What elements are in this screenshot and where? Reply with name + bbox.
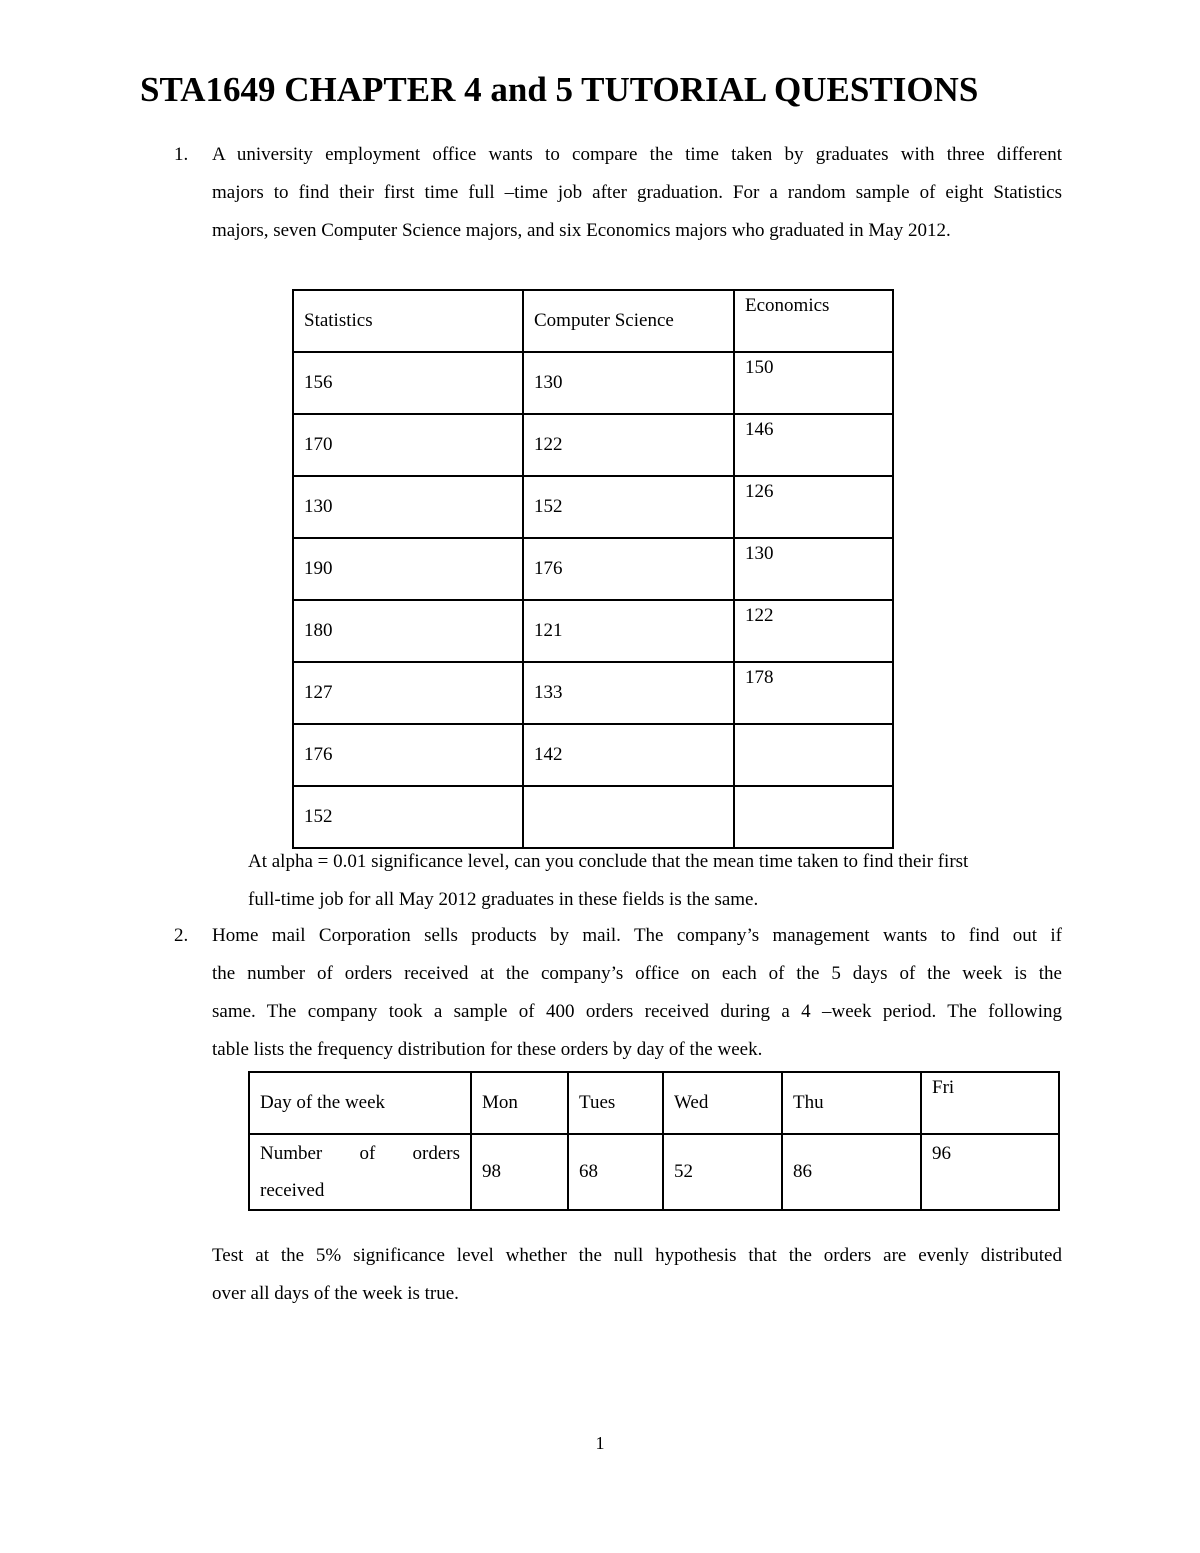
test-line: Test at the 5% significance level whether the null hypothesis that the orders are evenly distributed bbox=[212, 1245, 1062, 1266]
table-cell: 130 bbox=[523, 352, 734, 414]
page-number: 1 bbox=[595, 1433, 605, 1453]
table-row bbox=[293, 786, 893, 848]
table-cell: 180 bbox=[293, 600, 523, 662]
table-row bbox=[293, 538, 893, 600]
table-cell: 122 bbox=[523, 414, 734, 476]
row-label-word: orders bbox=[412, 1143, 460, 1164]
table-header-cell: Economics bbox=[734, 290, 893, 352]
table-cell: 176 bbox=[293, 724, 523, 786]
conclusion-line: At alpha = 0.01 significance level, can you conclude that the mean time taken to find their first bbox=[248, 851, 969, 872]
table-cell: 146 bbox=[734, 414, 893, 476]
question-1-line: majors to find their first time full –time job after graduation. For a random sample of eight Statistics bbox=[212, 182, 1062, 203]
table-cell: 86 bbox=[782, 1134, 921, 1210]
question-2 bbox=[0, 917, 1200, 1069]
table-cell: 190 bbox=[293, 538, 523, 600]
table-cell: 133 bbox=[523, 662, 734, 724]
orders-by-day-table bbox=[248, 1071, 1060, 1211]
table-cell bbox=[734, 724, 893, 786]
conclusion-line: full-time job for all May 2012 graduates in these fields is the same. bbox=[248, 889, 759, 910]
table-header-cell: Computer Science bbox=[523, 290, 734, 352]
question-2-test bbox=[212, 1237, 1062, 1313]
table-cell: 98 bbox=[471, 1134, 568, 1210]
question-2-line: Home mail Corporation sells products by mail. The company’s management wants to find out if bbox=[212, 925, 1062, 946]
table-cell: 170 bbox=[293, 414, 523, 476]
question-2-line: table lists the frequency distribution for these orders by day of the week. bbox=[212, 1039, 763, 1060]
table-row bbox=[249, 1134, 1059, 1210]
test-line: over all days of the week is true. bbox=[212, 1283, 459, 1304]
table-cell bbox=[734, 786, 893, 848]
table-header-cell: Thu bbox=[782, 1072, 921, 1134]
row-label-word: Number bbox=[260, 1143, 323, 1164]
question-1-line: A university employment office wants to compare the time taken by graduates with three different bbox=[212, 144, 1062, 165]
table-cell: 156 bbox=[293, 352, 523, 414]
question-1-conclusion bbox=[248, 843, 1060, 919]
question-1-number: 1. bbox=[174, 144, 189, 165]
table-cell: 126 bbox=[734, 476, 893, 538]
table-row bbox=[293, 600, 893, 662]
table-cell: 130 bbox=[734, 538, 893, 600]
question-2-text bbox=[212, 917, 1062, 1069]
table-cell: 68 bbox=[568, 1134, 663, 1210]
table-row bbox=[293, 724, 893, 786]
table-row bbox=[293, 414, 893, 476]
table-cell: 122 bbox=[734, 600, 893, 662]
table-cell: 127 bbox=[293, 662, 523, 724]
table-header-cell: Tues bbox=[568, 1072, 663, 1134]
table-row bbox=[293, 476, 893, 538]
question-1-text bbox=[212, 136, 1062, 250]
row-label-word: of bbox=[359, 1143, 376, 1164]
table-row bbox=[293, 352, 893, 414]
major-times-table bbox=[292, 289, 894, 849]
table-header-row bbox=[249, 1072, 1059, 1134]
row-label-word: received bbox=[260, 1180, 325, 1201]
table-cell: 130 bbox=[293, 476, 523, 538]
table-cell: 178 bbox=[734, 662, 893, 724]
question-1-line: majors, seven Computer Science majors, and six Economics majors who graduated in May 2012. bbox=[212, 220, 951, 241]
question-2-line: same. The company took a sample of 400 orders received during a 4 –week period. The following bbox=[212, 1001, 1062, 1022]
question-2-line: the number of orders received at the company’s office on each of the 5 days of the week is the bbox=[212, 963, 1062, 984]
table-cell: 96 bbox=[921, 1134, 1059, 1210]
table-cell: 176 bbox=[523, 538, 734, 600]
question-1 bbox=[0, 136, 1200, 256]
table-header-row bbox=[293, 290, 893, 352]
table-cell: 152 bbox=[523, 476, 734, 538]
table-cell: 52 bbox=[663, 1134, 782, 1210]
table-header-cell: Fri bbox=[921, 1072, 1059, 1134]
table-header-cell: Mon bbox=[471, 1072, 568, 1134]
table-cell: 121 bbox=[523, 600, 734, 662]
table-cell: 152 bbox=[293, 786, 523, 848]
table-cell: 142 bbox=[523, 724, 734, 786]
page-title: STA1649 CHAPTER 4 and 5 TUTORIAL QUESTIONS bbox=[140, 70, 979, 109]
table-header-cell: Statistics bbox=[293, 290, 523, 352]
table-row bbox=[293, 662, 893, 724]
table-header-cell: Wed bbox=[663, 1072, 782, 1134]
question-2-number: 2. bbox=[174, 925, 189, 946]
table-header-cell: Day of the week bbox=[249, 1072, 471, 1134]
table-row-label bbox=[249, 1134, 471, 1210]
table-cell: 150 bbox=[734, 352, 893, 414]
table-cell bbox=[523, 786, 734, 848]
